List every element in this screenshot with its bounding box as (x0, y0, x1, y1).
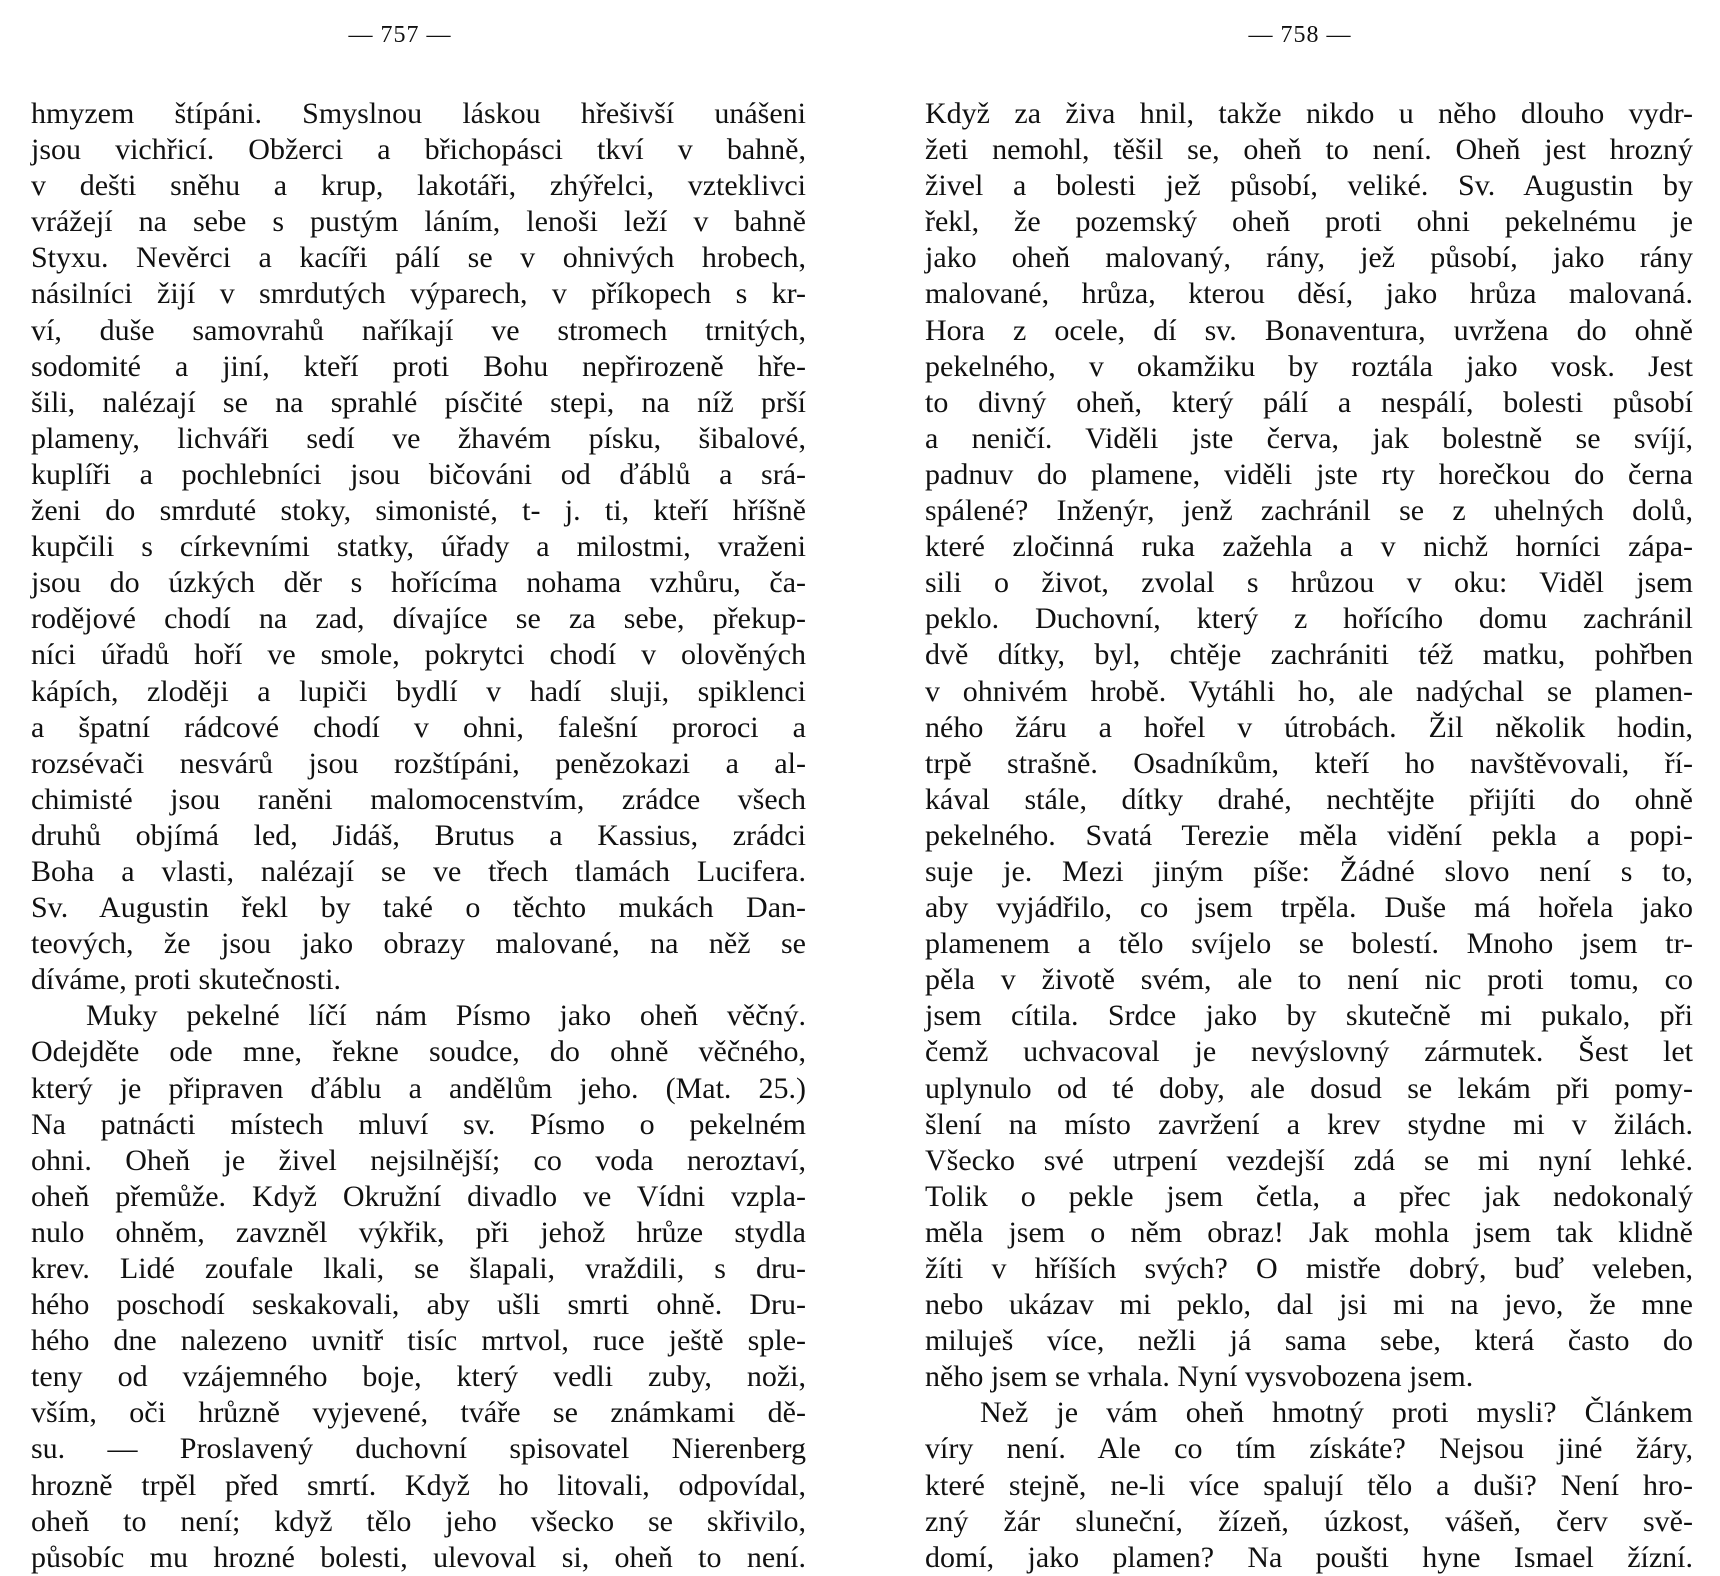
text-line: peklo. Duchovní, který z hořícího domu zachránil (925, 602, 1693, 636)
text-line: Než je vám oheň hmotný proti mysli? Článkem (980, 1396, 1693, 1430)
text-line: vrážejí na sebe s pustým láním, lenoši leží v bahně (31, 205, 806, 239)
text-line: pekelného, v okamžiku by roztála jako vosk. Jest (925, 349, 1693, 383)
text-line: něho jsem se vrhala. Nyní vysvobozena jsem. (925, 1360, 1474, 1394)
text-line: a špatní rádcové chodí v ohni, falešní proroci a (31, 710, 806, 744)
text-line: su. — Proslavený duchovní spisovatel Nierenberg (31, 1432, 806, 1466)
text-line: žeti nemohl, těšil se, oheň to není. Oheň jest hrozný (925, 133, 1693, 167)
text-line: teny od vzájemného boje, který vedli zuby, noži, (31, 1360, 806, 1394)
text-line: Boha a vlasti, nalézají se ve třech tlamách Lucifera. (31, 854, 806, 888)
text-line: vším, oči hrůzně vyjevené, tváře se známkami dě- (31, 1396, 806, 1430)
text-line: miluješ více, nežli já sama sebe, která často do (925, 1324, 1693, 1358)
text-line: působíc mu hrozné bolesti, ulevoval si, oheň to není. (31, 1540, 806, 1574)
text-line: Styxu. Nevěrci a kacíři pálí se v ohnivých hrobech, (31, 241, 806, 275)
text-line: sili o život, zvolal s hrůzou v oku: Viděl jsem (925, 566, 1693, 600)
text-line: dvě dítky, byl, chtěje zachrániti též matku, pohřben (925, 638, 1693, 672)
text-line: nulo ohněm, zavzněl výkřik, při jehož hrůze stydla (31, 1215, 806, 1249)
text-line: trpě strašně. Osadníkům, kteří ho navštěvovali, ří- (925, 746, 1693, 780)
text-line: hého poschodí seskakovali, aby ušli smrti ohně. Dru- (31, 1288, 806, 1322)
right-page (860, 0, 1720, 1574)
text-line: rodějové chodí na zad, dívajíce se za sebe, překup- (31, 602, 806, 636)
text-line: šlení na místo zavržení a krev stydne mi v žilách. (925, 1107, 1693, 1141)
left-page (0, 0, 860, 1574)
text-line: sodomité a jiní, kteří proti Bohu nepřirozeně hře- (31, 349, 806, 383)
text-line: ohni. Oheň je živel nejsilnější; co voda neroztaví, (31, 1143, 806, 1177)
text-line: kával stále, dítky drahé, nechtějte přijíti do ohně (925, 782, 1693, 816)
text-line: pěla v životě svém, ale to není nic proti tomu, co (925, 963, 1693, 997)
text-line: Na patnácti místech mluví sv. Písmo o pekelném (31, 1107, 806, 1141)
text-line: živel a bolesti jež působí, veliké. Sv. Augustin by (925, 169, 1693, 203)
text-line: hmyzem štípáni. Smyslnou láskou hřešivší unášeni (31, 97, 806, 130)
text-line: Odejděte ode mne, řekne soudce, do ohně věčného, (31, 1035, 806, 1069)
text-line: malované, hrůza, kterou děsí, jako hrůza malovaná. (925, 277, 1693, 311)
text-line: jsou vichřicí. Obžerci a břichopásci tkví v bahně, (31, 133, 806, 167)
text-line: Když za živa hnil, takže nikdo u něho dlouho vydr- (925, 97, 1693, 130)
text-line: žíti v hříších svých? O mistře dobrý, buď veleben, (925, 1252, 1693, 1285)
left-page-text (31, 96, 806, 1576)
text-line: Sv. Augustin řekl by také o těchto mukách Dan- (31, 891, 806, 925)
text-line: ného žáru a hořel v útrobách. Žil několik hodin, (925, 710, 1693, 744)
text-line: kápích, zloději a lupiči bydlí v hadí sluji, spiklenci (31, 674, 806, 708)
text-line: druhů objímá led, Jidáš, Brutus a Kassius, zrádci (31, 818, 806, 852)
text-line: plamenem a tělo svíjelo se bolestí. Mnoho jsem tr- (925, 927, 1693, 961)
right-page-text (925, 96, 1693, 1576)
text-line: plameny, lichváři sedí ve žhavém písku, šibalové, (31, 421, 806, 455)
text-line: násilníci žijí v smrdutých výparech, v příkopech s kr- (31, 277, 806, 311)
text-line: ženi do smrduté stoky, simonisté, t- j. ti, kteří hříšně (31, 494, 806, 528)
text-line: chimisté jsou raněni malomocenstvím, zrádce všech (31, 782, 806, 816)
page-number-left: — 757 — (348, 22, 452, 48)
text-line: Hora z ocele, dí sv. Bonaventura, uvržena do ohně (925, 313, 1693, 347)
text-line: zný žár sluneční, žízeň, úzkost, vášeň, červ svě- (925, 1504, 1693, 1538)
text-line: suje je. Mezi jiným píše: Žádné slovo není s to, (925, 854, 1693, 888)
text-line: díváme, proti skutečnosti. (31, 963, 341, 997)
text-line: v ohnivém hrobě. Vytáhli ho, ale nadýchal se plamen- (925, 674, 1693, 708)
text-line: padnuv do plamene, viděli jste rty horečkou do černa (925, 457, 1693, 491)
text-line: níci úřadů hoří ve smole, pokrytci chodí v olověných (31, 638, 806, 672)
text-line: ví, duše samovrahů naříkají ve stromech trnitých, (31, 313, 806, 347)
text-line: nebo ukázav mi peklo, dal jsi mi na jevo, že mne (925, 1288, 1693, 1322)
text-line: čemž uchvacoval je nevýslovný zármutek. Šest let (925, 1035, 1693, 1069)
text-line: Muky pekelné líčí nám Písmo jako oheň věčný. (86, 999, 806, 1033)
text-line: šili, nalézají se na sprahlé písčité stepi, na níž prší (31, 385, 806, 419)
text-line: a neničí. Viděli jste červa, jak bolestně se svíjí, (925, 421, 1693, 455)
text-line: jako oheň malovaný, rány, jež působí, jako rány (925, 241, 1693, 275)
text-line: krev. Lidé zoufale lkali, se šlapali, vraždili, s dru- (31, 1252, 806, 1285)
text-line: oheň to není; když tělo jeho všecko se skřivilo, (31, 1504, 806, 1538)
text-line: rozsévači nesvárů jsou rozštípáni, penězokazi a al- (31, 746, 806, 780)
text-line: hého dne nalezeno uvnitř tisíc mrtvol, ruce ještě sple- (31, 1324, 806, 1358)
text-line: Tolik o pekle jsem četla, a přec jak nedokonalý (925, 1179, 1693, 1213)
text-line: jsem cítila. Srdce jako by skutečně mi pukalo, při (925, 999, 1693, 1033)
text-line: jsou do úzkých děr s hořícíma nohama vzhůru, ča- (31, 566, 806, 600)
text-line: domí, jako plamen? Na poušti hyne Ismael žízní. (925, 1540, 1693, 1574)
text-line: oheň přemůže. Když Okružní divadlo ve Vídni vzpla- (31, 1179, 806, 1213)
text-line: aby vyjádřilo, co jsem trpěla. Duše má hořela jako (925, 891, 1693, 925)
text-line: které zločinná ruka zažehla a v nichž horníci zápa- (925, 530, 1693, 564)
text-line: spálené? Inženýr, jenž zachránil se z uhelných dolů, (925, 494, 1693, 528)
text-line: řekl, že pozemský oheň proti ohni pekelnému je (925, 205, 1693, 239)
text-line: teových, že jsou jako obrazy malované, na něž se (31, 927, 806, 961)
text-line: které stejně, ne-li více spalují tělo a duši? Není hro- (925, 1468, 1693, 1502)
text-line: uplynulo od té doby, ale dosud se lekám při pomy- (925, 1071, 1693, 1105)
text-line: víry není. Ale co tím získáte? Nejsou jiné žáry, (925, 1432, 1693, 1466)
text-line: kupčili s církevními statky, úřady a milostmi, vraženi (31, 530, 806, 564)
text-line: to divný oheň, který pálí a nespálí, bolesti působí (925, 385, 1693, 419)
text-line: kuplíři a pochlebníci jsou bičováni od ďáblů a srá- (31, 457, 806, 491)
text-line: Všecko své utrpení vezdejší zdá se mi nyní lehké. (925, 1143, 1693, 1177)
text-line: který je připraven ďáblu a andělům jeho. (Mat. 25.) (31, 1071, 806, 1105)
text-line: pekelného. Svatá Terezie měla vidění pekla a popi- (925, 818, 1693, 852)
text-line: měla jsem o něm obraz! Jak mohla jsem tak klidně (925, 1215, 1693, 1249)
page-number-right: — 758 — (1248, 22, 1352, 48)
text-line: hrozně trpěl před smrtí. Když ho litovali, odpovídal, (31, 1468, 806, 1502)
text-line: v dešti sněhu a krup, lakotáři, zhýřelci, vzteklivci (31, 169, 806, 203)
